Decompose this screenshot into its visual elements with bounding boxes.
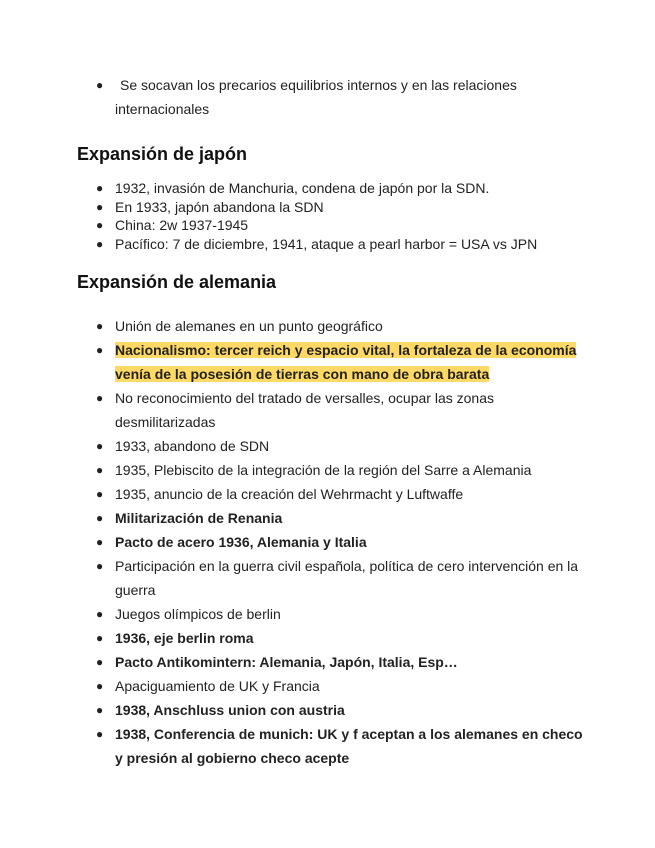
list-item-text: 1938, Anschluss union con austria <box>115 702 345 718</box>
list-item-text: Unión de alemanes en un punto geográfico <box>115 318 383 334</box>
bullet-icon: ● <box>96 511 104 525</box>
list-item-text: 1932, invasión de Manchuria, condena de japón por la SDN. <box>115 180 490 196</box>
bullet-icon: ● <box>96 727 104 741</box>
list-item-text: 1935, Plebiscito de la integración de la región del Sarre a Alemania <box>115 462 532 478</box>
list-item <box>77 698 587 722</box>
list-item <box>77 506 587 530</box>
section-heading-japon: Expansión de japón <box>77 144 248 164</box>
list-item-text: 1936, eje berlin roma <box>115 630 254 646</box>
bullet-icon: ● <box>96 607 104 621</box>
list-item-text: 1935, anuncio de la creación del Wehrmacht y Luftwaffe <box>115 486 464 502</box>
list-item-text: Militarización de Renania <box>115 510 283 526</box>
bullet-icon: ● <box>96 559 104 573</box>
list-item <box>77 235 597 254</box>
bullet-icon: ● <box>96 703 104 717</box>
bullet-icon: ● <box>96 655 104 669</box>
list-item <box>77 338 587 386</box>
bullet-icon: ● <box>96 439 104 453</box>
japon-bullet-list <box>77 179 597 253</box>
list-item <box>77 650 587 674</box>
bullet-icon: ● <box>96 181 104 195</box>
list-item <box>77 554 587 602</box>
list-item-text: Se socavan los precarios equilibrios internos y en las relaciones internacionales <box>115 77 517 117</box>
list-item <box>77 530 587 554</box>
bullet-icon: ● <box>96 199 104 214</box>
list-item-text: Participación en la guerra civil española, política de cero intervención en la guerra <box>115 558 579 598</box>
bullet-icon: ● <box>96 236 104 251</box>
bullet-icon: ● <box>96 463 104 477</box>
list-item-text: Pacífico: 7 de diciembre, 1941, ataque a pearl harbor = USA vs JPN <box>115 235 538 252</box>
bullet-icon: ● <box>96 218 104 232</box>
list-item-text: No reconocimiento del tratado de versalles, ocupar las zonas desmilitarizadas <box>115 390 494 430</box>
list-item-text: China: 2w 1937-1945 <box>115 217 249 233</box>
bullet-icon: ● <box>96 78 104 92</box>
list-item <box>77 458 587 482</box>
bullet-icon: ● <box>96 679 104 693</box>
list-item <box>77 674 587 698</box>
bullet-icon: ● <box>96 391 104 405</box>
alemania-bullet-list <box>77 314 587 770</box>
list-item-text: Pacto Antikomintern: Alemania, Japón, Italia, Esp… <box>115 654 458 670</box>
list-item <box>77 434 587 458</box>
list-item <box>77 602 587 626</box>
intro-bullet-list <box>77 73 577 121</box>
list-item <box>77 179 597 198</box>
list-item <box>77 216 597 235</box>
list-item-text: 1933, abandono de SDN <box>115 438 270 454</box>
highlighted-text: Nacionalismo: tercer reich y espacio vital, la fortaleza de la economía venía de la posesión de tierras con mano de obra barata <box>115 342 577 382</box>
bullet-icon: ● <box>96 487 104 501</box>
list-item <box>77 626 587 650</box>
bullet-icon: ● <box>96 319 104 333</box>
section-heading-alemania: Expansión de alemania <box>77 272 277 292</box>
list-item-text: Pacto de acero 1936, Alemania y Italia <box>115 534 367 550</box>
list-item <box>77 314 587 338</box>
list-item-text: 1938, Conferencia de munich: UK y f aceptan a los alemanes en checo y presión al gobierno checo acepte <box>115 726 583 766</box>
list-item <box>77 386 587 434</box>
list-item <box>77 482 587 506</box>
bullet-icon: ● <box>96 535 104 549</box>
list-item-text: Apaciguamiento de UK y Francia <box>115 678 320 694</box>
list-item <box>77 73 577 121</box>
list-item-text: En 1933, japón abandona la SDN <box>115 198 324 215</box>
list-item <box>77 722 587 770</box>
bullet-icon: ● <box>96 343 104 357</box>
list-item <box>77 198 597 217</box>
bullet-icon: ● <box>96 631 104 645</box>
list-item-text: Juegos olímpicos de berlin <box>115 606 281 622</box>
